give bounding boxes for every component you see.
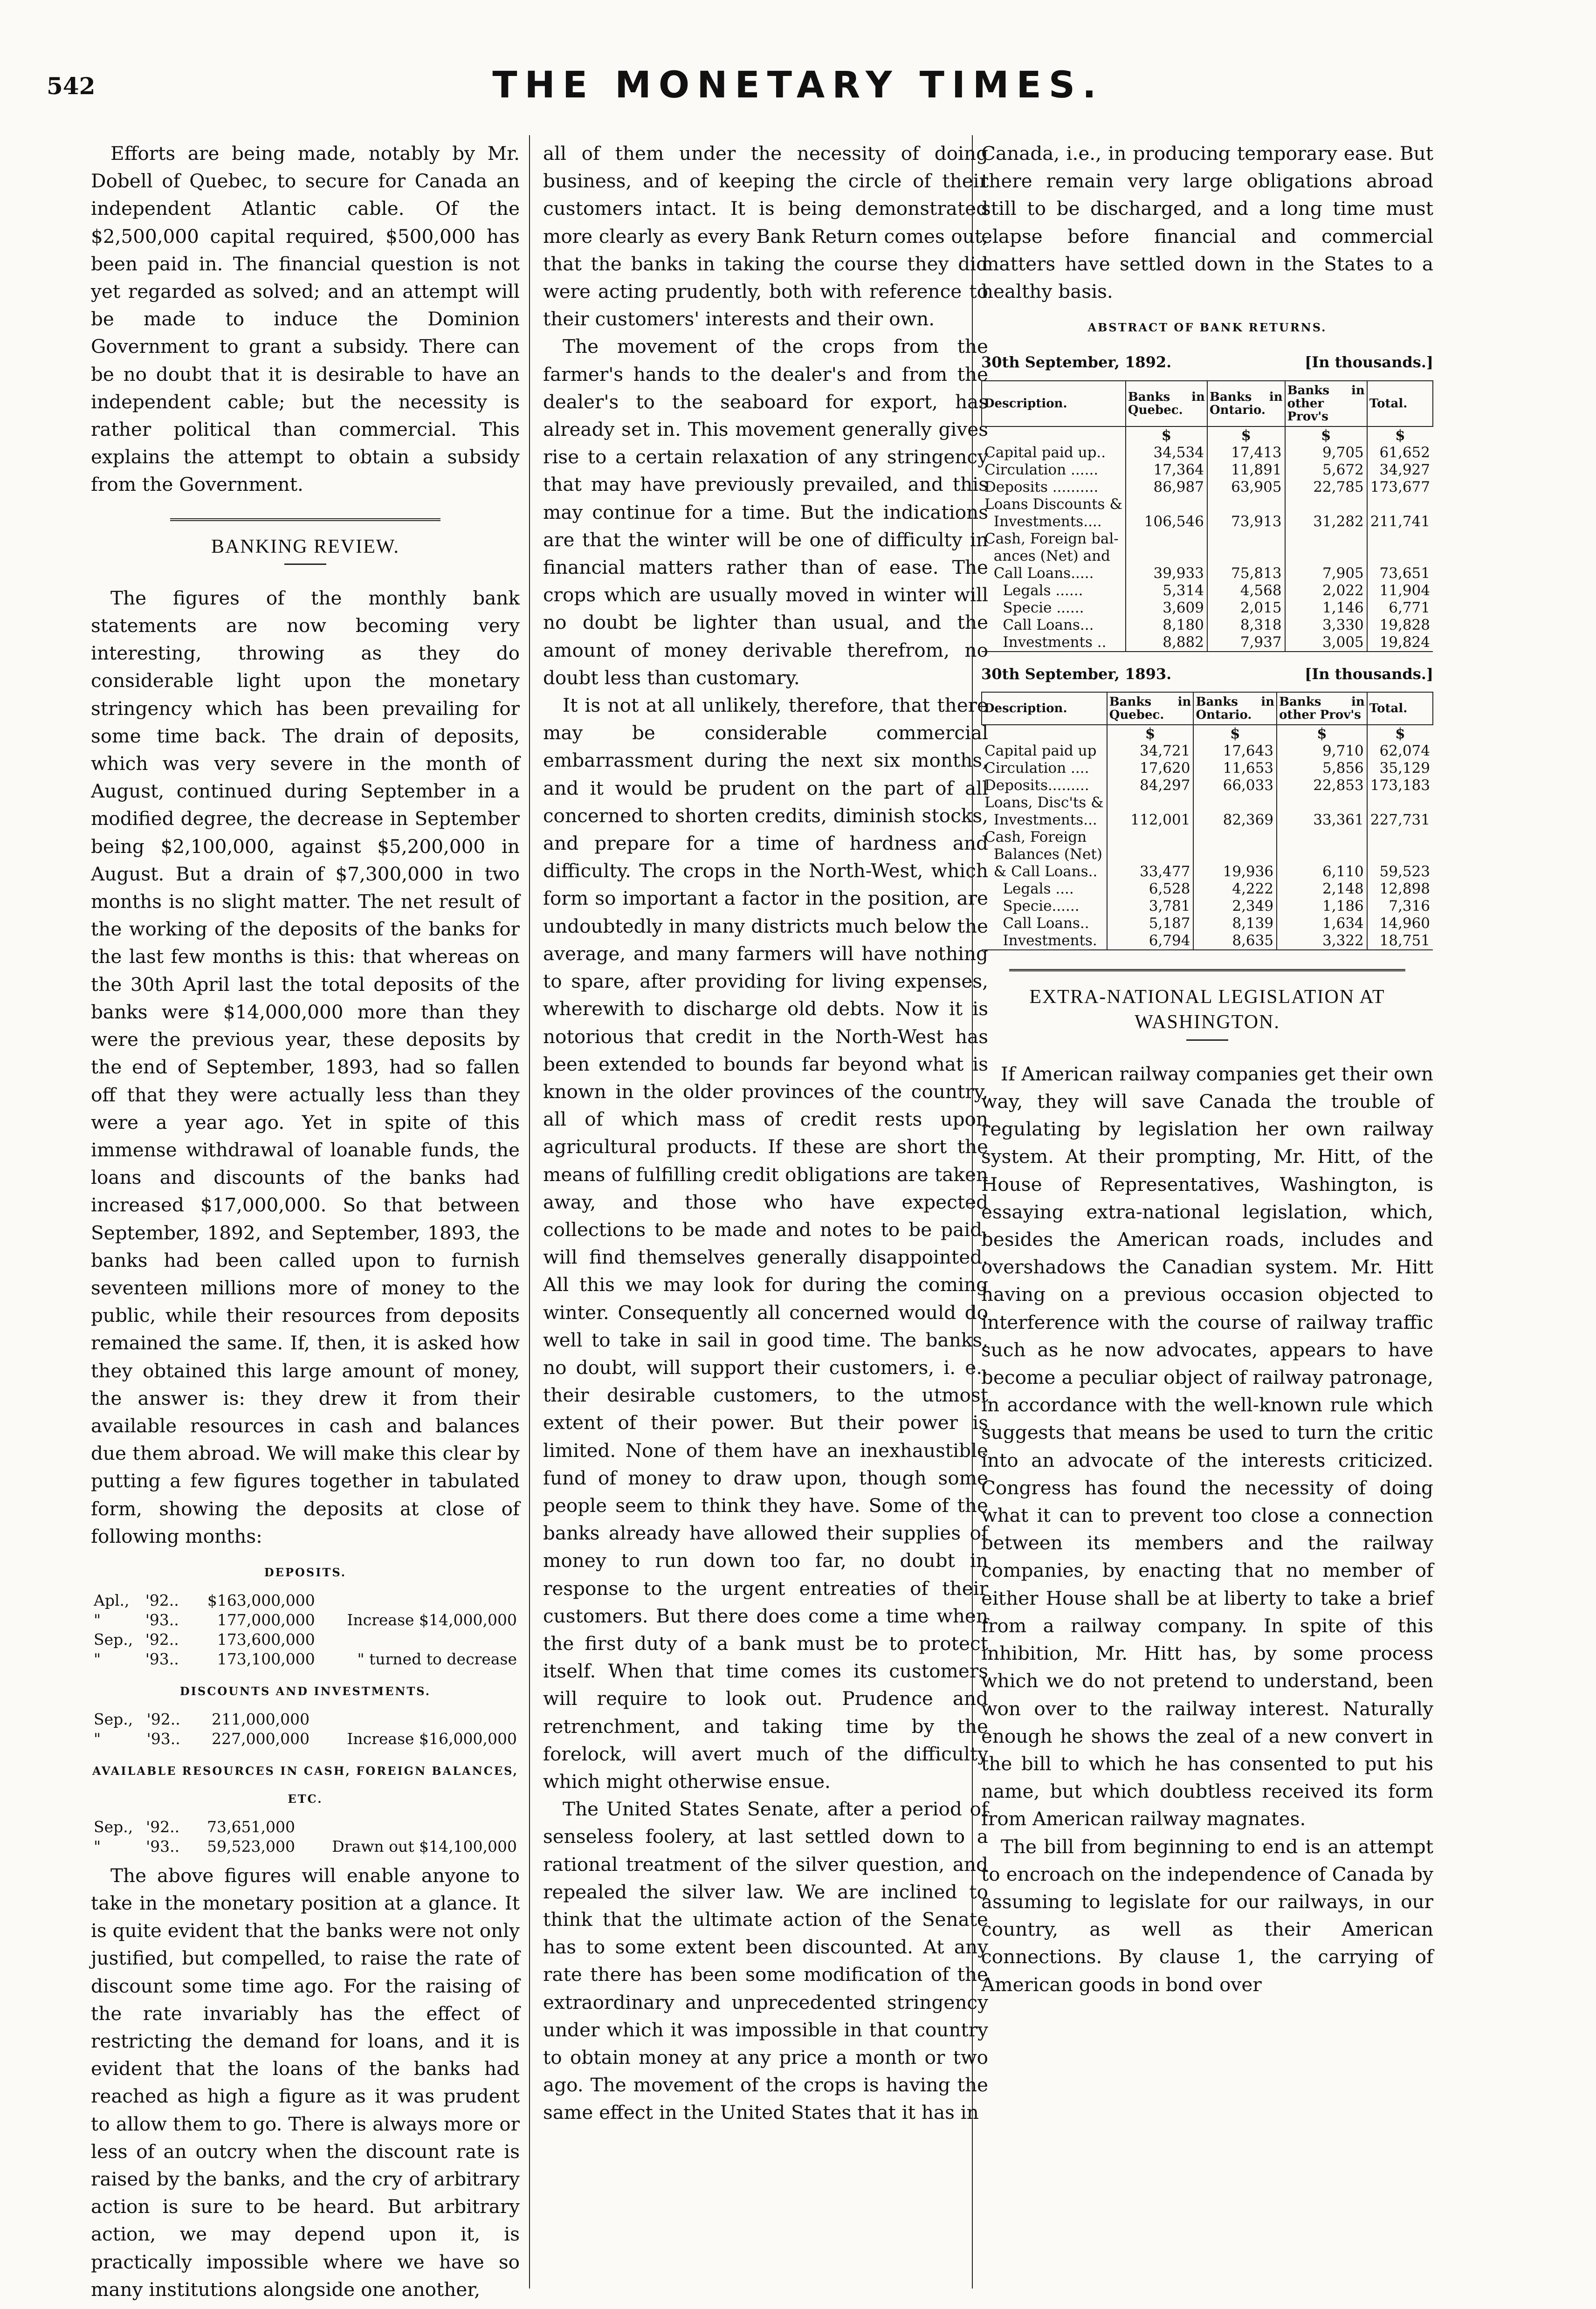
table-cell: Loans, Disc'ts & — [984, 794, 1104, 811]
table-cell: 73,913 — [1207, 513, 1285, 530]
table-row — [982, 617, 1433, 634]
table-cell: 3,781 — [1107, 898, 1194, 915]
table-cell: 75,813 — [1207, 565, 1285, 582]
table-cell: 4,568 — [1207, 582, 1285, 599]
table-cell: Call Loans.. — [984, 914, 1089, 932]
extra-national-heading-line1: EXTRA-NATIONAL LEGISLATION AT — [1029, 986, 1385, 1008]
table-cell: '93.. — [146, 1730, 180, 1748]
table-header-cell: Total. — [1367, 381, 1433, 426]
table-row — [982, 634, 1433, 652]
page-header — [0, 0, 1596, 117]
table-row — [982, 599, 1433, 617]
table-cell — [1126, 530, 1207, 548]
table-cell: $ — [1285, 426, 1367, 444]
table-cell: $163,000,000 — [207, 1591, 315, 1610]
table-row — [982, 932, 1433, 950]
table-cell: 2,022 — [1285, 582, 1367, 599]
page-number: 542 — [47, 72, 96, 100]
table-cell: Sep., — [94, 1630, 133, 1649]
table-cell: " — [94, 1650, 101, 1669]
discounts-table — [91, 1710, 520, 1749]
section-divider — [170, 518, 440, 521]
table-row — [982, 444, 1433, 461]
table-cell: 8,139 — [1193, 915, 1277, 932]
cable-paragraph: Efforts are being made, notably by Mr. Dobell of Quebec, to secure for Canada an independent Atlantic cable. Of the $2,500,000 capital required, $500,000 has been paid in. The financial question is not yet regarded as solved; and an attempt will be made to induce the Dominion Government to grant a subsidy. There can be no doubt that it is desirable to have an independent cable; but the necessity is rather political than commercial. This explains the attempt to obtain a subsidy from the Government. — [91, 142, 520, 496]
table-header-cell: Banks in Ontario. — [1207, 381, 1285, 426]
table-cell: 31,282 — [1285, 513, 1367, 530]
table-cell: Investments. — [982, 932, 1107, 950]
table-cell: 177,000,000 — [217, 1611, 315, 1629]
table-cell: 84,297 — [1107, 777, 1194, 794]
extra-national-heading — [981, 984, 1433, 1035]
table-header-cell: Banks in Quebec. — [1126, 381, 1207, 426]
table-cell: 22,853 — [1277, 777, 1367, 794]
table-cell — [312, 1710, 520, 1729]
bank-returns-1893-table — [981, 692, 1433, 950]
table-row — [982, 777, 1433, 794]
table-cell: ances (Net) and — [984, 547, 1110, 564]
table-cell: '92.. — [146, 1710, 180, 1729]
table-header-cell: Banks in Ontario. — [1193, 692, 1277, 725]
table-cell: 17,364 — [1126, 461, 1207, 479]
table-cell — [982, 426, 1126, 444]
table-cell: Circulation .... — [984, 759, 1089, 777]
table-cell: 17,413 — [1207, 444, 1285, 461]
table-cell: $ — [1193, 725, 1277, 742]
table-cell — [1126, 496, 1207, 513]
table-cell: 2,148 — [1277, 880, 1367, 898]
table-cell — [1207, 548, 1285, 565]
col2-paragraph-3: It is not at all unlikely, therefore, that there may be considerable commercial embarrassment during the next six months, and it would be prudent on the part of all concerned to shorten credits, diminish stocks, and prepare for a time of hardness and difficulty. The crops in the North-West, which form so important a factor in the position, are undoubtedly in many districts much below the average, and many farmers will have nothing to spare, after providing for living expenses, wherewith to discharge old debts. Now it is notorious that credit in the North-West has been extended to bounds far beyond what is known in the older provinces of the country, all of which mass of credit rests upon agricultural products. If these are short the means of fulfilling credit obligations are taken away, and those who have expected collections to be made and notes to be paid, will find themselves generally disappointed. All this we may look for during the coming winter. Consequently all concerned would do well to take in sail in good time. The banks, no doubt, will support their customers, i. e., their desirable customers, to the utmost extent of their power. But their power is limited. None of them have an inexhaustible fund of money to draw upon, though some people seem to think they have. Some of the banks already have allowed their supplies of money to run down too far, no doubt in response to the urgent entreaties of their customers. But there does come a time when the first duty of a bank must be to protect itself. When that time comes its customers will require to look out. Prudence and retrenchment, and taking time by the forelock, will avert much of the difficulty which might otherwise ensue. — [543, 694, 988, 1793]
table-cell: " turned to decrease — [357, 1650, 517, 1669]
table-cell: 34,927 — [1367, 461, 1433, 479]
table-row — [982, 461, 1433, 479]
table-cell: Call Loans... — [984, 616, 1094, 633]
table-cell: Investments .. — [982, 634, 1126, 652]
table-cell: Specie...... — [984, 897, 1080, 914]
table-cell: 17,643 — [1193, 742, 1277, 760]
table-cell: 5,187 — [1107, 915, 1194, 932]
table-cell: 5,672 — [1285, 461, 1367, 479]
table2-date: 30th September, 1893. — [981, 665, 1172, 683]
table-cell — [1277, 829, 1367, 846]
table-header-cell: Banks in other Prov's — [1277, 692, 1367, 725]
table-cell: '92.. — [145, 1630, 179, 1649]
table-cell: Sep., — [94, 1710, 133, 1729]
table-row — [91, 1630, 520, 1649]
table-cell: Sep., — [94, 1817, 133, 1836]
col3-paragraph-2: If American railway companies get their own way, they will save Canada the trouble of regulating by legislation her own railway system. At their prompting, Mr. Hitt, of the House of Representatives, Washington, is essaying extra-national legislation, which, besides the American roads, includes and overshadows the Canadian system. Mr. Hitt having on a previous occasion objected to interference with the course of railway traffic such as he now advocates, appears to have become a peculiar object of railway patronage, in accordance with the well-known rule which suggests that means be used to turn the critic into an advocate of the interests criticized. Congress has found the necessity of doing what it can to prevent too close a connection between its members and the railway companies, by enacting that no member of either House shall be at liberty to take a brief from a railway company. In spite of this inhibition, Mr. Hitt has, by some process which we do not pretend to understand, been won over to the railway interest. Naturally enough he shows the zeal of a new convert in the bill to which he has consented to put his name, but which doubtless received its form from American railway magnates. — [981, 1062, 1433, 1830]
table-cell: $ — [1277, 725, 1367, 742]
table-row — [91, 1817, 520, 1837]
table-row — [91, 1649, 520, 1669]
table-cell: 6,110 — [1277, 863, 1367, 880]
table-cell: " — [94, 1730, 101, 1748]
table-cell — [1107, 794, 1194, 811]
table-cell: Cash, Foreign bal- — [984, 530, 1119, 547]
table-row — [982, 794, 1433, 811]
table-cell: Capital paid up — [984, 742, 1097, 759]
table-cell: 7,905 — [1285, 565, 1367, 582]
table-row — [982, 742, 1433, 760]
table-row — [982, 513, 1433, 530]
table-row — [982, 565, 1433, 582]
table-row — [982, 760, 1433, 777]
table-cell: Investments... — [984, 811, 1097, 828]
table-cell: 22,785 — [1285, 479, 1367, 496]
table-row — [982, 582, 1433, 599]
table-cell: 34,721 — [1107, 742, 1194, 760]
table-cell: Call Loans..... — [984, 564, 1094, 582]
table-cell: 11,891 — [1207, 461, 1285, 479]
table-cell — [1277, 794, 1367, 811]
table-row — [91, 1729, 520, 1749]
table-cell — [1367, 794, 1433, 811]
table-cell: Legals .... — [984, 880, 1074, 897]
table-cell: 59,523 — [1367, 863, 1433, 880]
table-cell: Capital paid up.. — [984, 444, 1106, 461]
table-cell: 1,634 — [1277, 915, 1367, 932]
section-divider-2 — [1009, 969, 1405, 971]
table-row — [982, 915, 1433, 932]
col3-paragraph-3: The bill from beginning to end is an attempt to encroach on the independence of Canada by assuming to legislate for our railways, in our country, as well as their American connections. By clause 1, the carrying of American goods in bond over — [981, 1835, 1433, 1996]
table-cell — [1367, 846, 1433, 863]
masthead-title: THE MONETARY TIMES. — [492, 64, 1104, 106]
table-cell: 19,824 — [1367, 634, 1433, 652]
table-cell: 39,933 — [1126, 565, 1207, 582]
table-cell: 4,222 — [1193, 880, 1277, 898]
table-cell: 73,651,000 — [207, 1817, 295, 1836]
table-cell: $ — [1107, 725, 1194, 742]
table-cell: & Call Loans.. — [984, 863, 1098, 880]
col2-paragraph-4: The United States Senate, after a period of senseless foolery, at last settled down to a rational treatment of the silver question, and repealed the silver law. We are inclined to think that the ultimate action of the Senate has to some extent been discounted. At any rate there has been some modification of the extraordinary and unprecedented stringency under which it was impossible in that country to obtain money at any price a month or two ago. The movement of the crops is having the same effect in the United States that it has in — [543, 1798, 988, 2124]
table-cell: 34,534 — [1126, 444, 1207, 461]
table-cell: 106,546 — [1126, 513, 1207, 530]
table-row — [982, 898, 1433, 915]
table-row — [91, 1710, 520, 1729]
table-cell: 9,705 — [1285, 444, 1367, 461]
abstract-heading: ABSTRACT OF BANK RETURNS. — [1087, 321, 1327, 335]
table-cell — [318, 1591, 520, 1610]
table-header-cell: Banks in other Prov's — [1285, 381, 1367, 426]
table-cell: '92.. — [146, 1817, 180, 1836]
table-cell: '93.. — [145, 1611, 179, 1629]
table-row — [982, 863, 1433, 880]
table-cell — [1367, 496, 1433, 513]
table-cell: 33,477 — [1107, 863, 1194, 880]
table-cell: Increase $16,000,000 — [347, 1730, 517, 1748]
table-cell: Investments.... — [984, 513, 1102, 530]
table-row — [982, 426, 1433, 444]
table-row — [982, 530, 1433, 548]
table-cell: 33,361 — [1277, 811, 1367, 829]
table-cell: Loans Discounts & — [984, 495, 1122, 513]
table-cell: 18,751 — [1367, 932, 1433, 950]
table-cell — [1207, 530, 1285, 548]
column-3 — [981, 140, 1433, 1999]
banking-review-heading: BANKING REVIEW. — [211, 536, 400, 557]
table-header-cell: Description. — [982, 381, 1126, 426]
table-row — [982, 496, 1433, 513]
table-header-cell: Banks in Quebec. — [1107, 692, 1194, 725]
table-cell: 5,314 — [1126, 582, 1207, 599]
table-cell: 3,322 — [1277, 932, 1367, 950]
bank-returns-1892-table — [981, 380, 1433, 652]
table-cell: 6,771 — [1367, 599, 1433, 617]
table-cell: 59,523,000 — [207, 1837, 295, 1855]
column-2 — [543, 140, 988, 2127]
table-row — [91, 1610, 520, 1630]
table-cell — [1367, 530, 1433, 548]
table-row — [91, 1591, 520, 1610]
table1-caption — [981, 349, 1433, 376]
table-cell: 3,005 — [1285, 634, 1367, 652]
discounts-heading: DISCOUNTS AND INVESTMENTS. — [179, 1684, 431, 1698]
table-cell: '93.. — [146, 1837, 180, 1855]
table-cell: Specie ...... — [984, 599, 1084, 616]
table-cell: 6,528 — [1107, 880, 1194, 898]
table-cell: 2,015 — [1207, 599, 1285, 617]
table-cell: 8,180 — [1126, 617, 1207, 634]
table-row — [982, 880, 1433, 898]
table-cell — [1107, 846, 1194, 863]
deposits-heading: DEPOSITS. — [264, 1565, 347, 1579]
table-cell: '93.. — [145, 1650, 179, 1669]
table-cell: 82,369 — [1193, 811, 1277, 829]
table-cell: 112,001 — [1107, 811, 1194, 829]
table-cell: 7,316 — [1367, 898, 1433, 915]
table-cell: 9,710 — [1277, 742, 1367, 760]
table-cell — [1277, 846, 1367, 863]
table-cell: " — [94, 1611, 101, 1629]
table-cell: 19,828 — [1367, 617, 1433, 634]
table-cell: 66,033 — [1193, 777, 1277, 794]
table-cell — [1285, 496, 1367, 513]
table-cell: 3,330 — [1285, 617, 1367, 634]
banking-paragraph-2: The above figures will enable anyone to take in the monetary position at a glance. It is quite evident that the banks were not only justified, but compelled, to raise the rate of discount some time ago. For the raising of the rate invariably has the effect of restricting the demand for loans, and it is evident that the loans of the banks had reached as high a figure as it was prudent to allow them to go. There is always more or less of an outcry when the discount rate is raised by the banks, and the cry of arbitrary action is sure to be heard. But arbitrary action, we may depend upon it, is practically impossible where we have so many institutions alongside one another, — [91, 1864, 520, 2301]
table-cell: 11,904 — [1367, 582, 1433, 599]
table-cell: 73,651 — [1367, 565, 1433, 582]
table-cell: 35,129 — [1367, 760, 1433, 777]
table-cell: 173,600,000 — [217, 1630, 315, 1649]
table-row — [982, 829, 1433, 846]
table-cell: 63,905 — [1207, 479, 1285, 496]
table-row — [91, 1837, 520, 1856]
extra-national-heading-line2: WASHINGTON. — [1135, 1011, 1280, 1033]
table-cell: 1,186 — [1277, 898, 1367, 915]
table-cell: 12,898 — [1367, 880, 1433, 898]
table-cell: Deposits .......... — [984, 478, 1099, 495]
table2-unit: [In thousands.] — [1305, 665, 1433, 683]
table-cell — [1107, 829, 1194, 846]
table-cell — [982, 725, 1107, 742]
table-cell: 173,183 — [1367, 777, 1433, 794]
table-header-cell: Total. — [1367, 692, 1433, 725]
table-cell — [1193, 794, 1277, 811]
col3-paragraph-1: Canada, i.e., in producing temporary ease. But there remain very large obligations abroad still to be discharged, and a long time must elapse before financial and commercial matters have settled down in the States to a healthy basis. — [981, 142, 1433, 303]
table-row — [982, 846, 1433, 863]
table-cell — [1367, 829, 1433, 846]
table-cell: 211,741 — [1367, 513, 1433, 530]
table-cell — [1367, 548, 1433, 565]
table-cell — [298, 1817, 520, 1837]
table-row — [982, 811, 1433, 829]
heading-underline — [284, 564, 326, 565]
table-cell: '92.. — [145, 1591, 179, 1610]
table-cell: 86,987 — [1126, 479, 1207, 496]
table-cell — [318, 1630, 520, 1649]
table-row — [982, 725, 1433, 742]
table-cell: 61,652 — [1367, 444, 1433, 461]
table-cell: 2,349 — [1193, 898, 1277, 915]
table-cell: 1,146 — [1285, 599, 1367, 617]
table-cell: 17,620 — [1107, 760, 1194, 777]
table1-unit: [In thousands.] — [1305, 353, 1433, 371]
resources-table — [91, 1817, 520, 1856]
table-cell: 5,856 — [1277, 760, 1367, 777]
table-cell: 227,731 — [1367, 811, 1433, 829]
banking-paragraph-1: The figures of the monthly bank statements are now becoming very interesting, throwing as they do considerable light upon the monetary stringency which has been prevailing for some time back. The drain of deposits, which was very severe in the month of August, continued during September in a modified degree, the decrease in September being $2,100,000, against $5,200,000 in August. But a drain of $7,300,000 in two months is no slight matter. The net result of the working of the deposits of the banks for the last few months is this: that whereas on the 30th April last the total deposits of the banks were $14,000,000 more than they were the previous year, these deposits by the end of September, 1893, had so fallen off that they were actually less than they were a year ago. Yet in spite of this immense withdrawal of loanable funds, the loans and discounts of the banks had increased $17,000,000. So that between September, 1892, and September, 1893, the banks had been called upon to furnish seventeen millions more of money to the public, while their resources from deposits remained the same. If, then, it is asked how they obtained this large amount of money, the answer is: they drew it from their available resources in cash and balances due them abroad. We will make this clear by putting a few figures together in tabulated form, showing the deposits at close of following months: — [91, 586, 520, 1547]
table-cell: 11,653 — [1193, 760, 1277, 777]
col2-paragraph-1: all of them under the necessity of doing business, and of keeping the circle of their customers intact. It is being demonstrated more clearly as every Bank Return comes out, that the banks in taking the course they did were acting prudently, both with reference to their customers' interests and their own. — [543, 142, 988, 330]
table-cell: Drawn out $14,100,000 — [332, 1837, 517, 1855]
table2-caption — [981, 660, 1433, 688]
heading-underline-2 — [1186, 1039, 1228, 1041]
table-row — [982, 479, 1433, 496]
table-cell: 227,000,000 — [212, 1730, 310, 1748]
resources-heading: AVAILABLE RESOURCES IN CASH, FOREIGN BALANCES, ETC. — [92, 1764, 518, 1806]
table-cell: 19,936 — [1193, 863, 1277, 880]
table-cell — [1207, 496, 1285, 513]
table-cell: Deposits......... — [984, 777, 1089, 794]
table-cell: Increase $14,000,000 — [347, 1611, 517, 1629]
table-cell: 8,882 — [1126, 634, 1207, 652]
table-cell: 211,000,000 — [212, 1710, 310, 1729]
table-cell: 7,937 — [1207, 634, 1285, 652]
table-cell: 8,318 — [1207, 617, 1285, 634]
table-cell: " — [94, 1837, 101, 1855]
table-cell: $ — [1367, 426, 1433, 444]
table-cell: 14,960 — [1367, 915, 1433, 932]
table-cell: Apl., — [94, 1591, 130, 1610]
table-row — [982, 548, 1433, 565]
table-cell: 3,609 — [1126, 599, 1207, 617]
table-cell — [1285, 530, 1367, 548]
table-cell: Circulation ...... — [984, 461, 1099, 478]
table-cell: Balances (Net) — [984, 845, 1102, 863]
col2-paragraph-2: The movement of the crops from the farmer's hands to the dealer's and from the dealer's to the seaboard for export, has already set in. This movement generally gives rise to a certain relaxation of any stringency that may have previously prevailed, and this may continue for a time. But the indications are that the winter will be one of difficulty in financial matters rather than of ease. The crops which are usually moved in winter will no doubt be lighter than usual, and the amount of money derivable therefrom, no doubt less than customary. — [543, 335, 988, 689]
table-cell: Legals ...... — [984, 582, 1083, 599]
table1-date: 30th September, 1892. — [981, 353, 1172, 371]
table-cell: $ — [1367, 725, 1433, 742]
table-cell: 173,677 — [1367, 479, 1433, 496]
table-cell: 8,635 — [1193, 932, 1277, 950]
table-cell: Cash, Foreign — [984, 828, 1087, 845]
table-cell — [1126, 548, 1207, 565]
column-1 — [91, 140, 520, 2303]
table-header-cell: Description. — [982, 692, 1107, 725]
deposits-table — [91, 1591, 520, 1669]
column-divider-1 — [529, 135, 530, 2288]
table-cell: $ — [1207, 426, 1285, 444]
table-cell: 62,074 — [1367, 742, 1433, 760]
table-cell: $ — [1126, 426, 1207, 444]
table-cell — [1193, 829, 1277, 846]
table-cell — [1193, 846, 1277, 863]
table-cell: 173,100,000 — [217, 1650, 315, 1669]
table-cell — [1285, 548, 1367, 565]
table-cell: 6,794 — [1107, 932, 1194, 950]
